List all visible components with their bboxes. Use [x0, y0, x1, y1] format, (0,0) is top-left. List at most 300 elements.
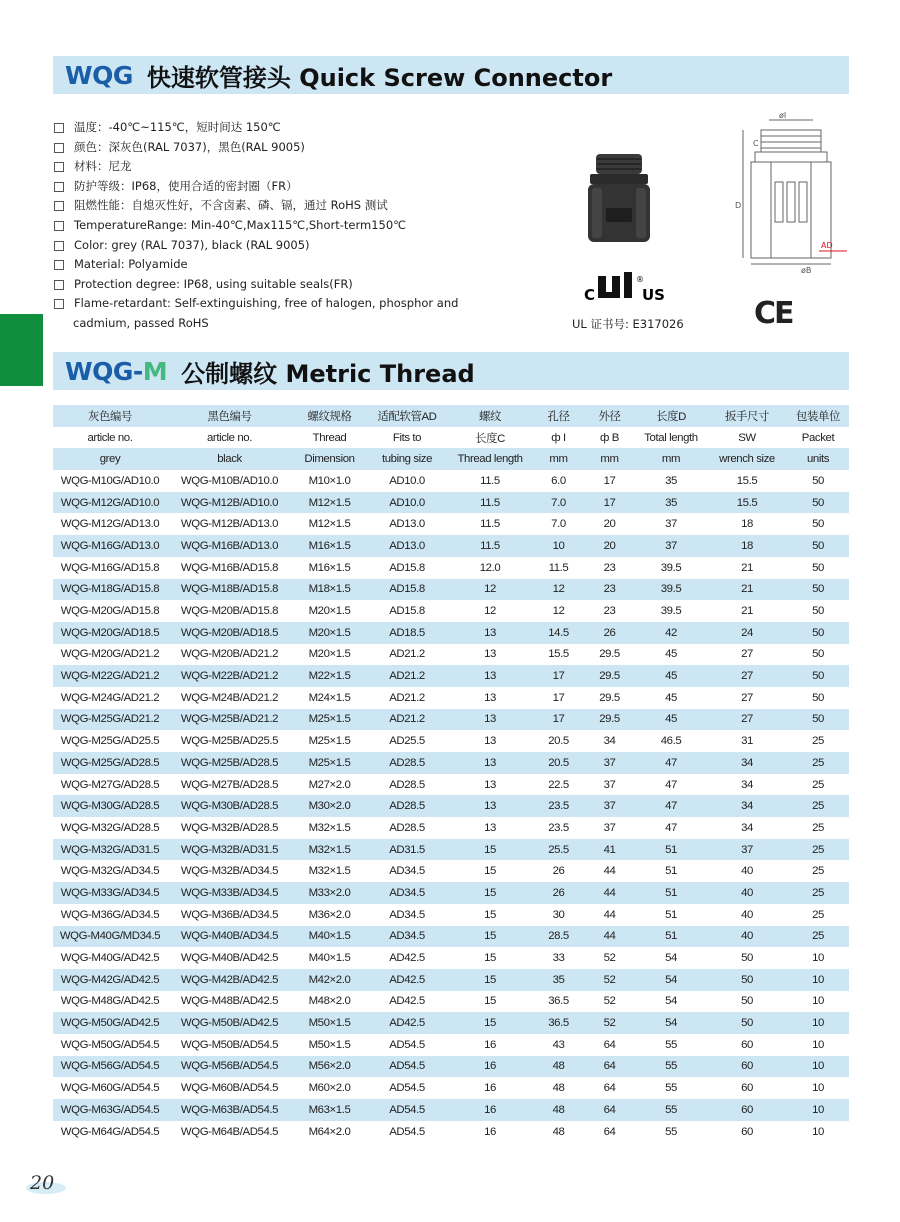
table-cell: WQG-M10B/AD10.0 — [180, 474, 279, 487]
table-cell: WQG-M50B/AD42.5 — [167, 1012, 292, 1034]
table-cell: WQG-M32G/AD31.5 — [53, 839, 167, 861]
table-cell: WQG-M25B/AD21.2 — [167, 709, 292, 731]
table-cell: 52 — [603, 952, 616, 965]
table-row — [53, 579, 849, 601]
table-row — [53, 860, 849, 882]
table-cell: 37 — [603, 778, 616, 791]
table-cell: 35 — [533, 969, 584, 991]
table-cell: 16 — [447, 1099, 533, 1121]
table-row — [53, 1012, 849, 1034]
table-cell: 23 — [584, 579, 635, 601]
table-cell: 50 — [741, 952, 753, 965]
table-cell: 39.5 — [660, 605, 682, 618]
table-cell: WQG-M20B/AD21.2 — [180, 648, 279, 661]
section-title: 公制螺纹 Metric Thread — [181, 359, 475, 388]
spec-item: 材料：尼龙 — [53, 157, 473, 177]
table-cell: M16×1.5 — [292, 535, 367, 557]
table-cell: 40 — [741, 865, 753, 878]
table-cell: WQG-M22B/AD21.2 — [167, 665, 292, 687]
header-cell: 黑色编号 — [167, 405, 292, 427]
table-cell: 11.5 — [447, 535, 533, 557]
table-cell: M63×1.5 — [292, 1099, 367, 1121]
table-cell: AD54.5 — [389, 1038, 425, 1051]
table-cell: 50 — [787, 709, 849, 731]
table-row — [53, 709, 849, 731]
table-cell: 26 — [533, 882, 584, 904]
table-cell: 25 — [787, 839, 849, 861]
table-row — [53, 752, 849, 774]
table-cell: 11.5 — [548, 561, 569, 574]
table-cell: M25×1.5 — [308, 735, 351, 748]
table-cell: WQG-M30G/AD28.5 — [53, 795, 167, 817]
table-cell: AD21.2 — [367, 709, 447, 731]
table-cell: WQG-M22G/AD21.2 — [53, 665, 167, 687]
table-cell: WQG-M24B/AD21.2 — [180, 691, 279, 704]
table-cell: 51 — [665, 908, 677, 921]
table-row — [53, 947, 849, 969]
table-cell: 22.5 — [548, 778, 569, 791]
spec-item: Flame-retardant: Self-extinguishing, free of halogen, phosphor and — [53, 294, 473, 314]
table-row — [53, 1121, 849, 1143]
table-cell: WQG-M50B/AD54.5 — [180, 1038, 279, 1051]
table-cell: 15 — [484, 865, 496, 878]
table-cell: 13 — [484, 778, 496, 791]
table-row — [53, 904, 849, 926]
table-cell: M60×2.0 — [308, 1082, 351, 1095]
table-cell: 15 — [447, 926, 533, 948]
header-cell: Fits to — [392, 431, 422, 444]
header-cell: units — [787, 448, 849, 470]
bullet-box-icon — [54, 182, 64, 192]
table-cell: 29.5 — [584, 665, 635, 687]
table-cell: AD10.0 — [389, 474, 425, 487]
header-cell: grey — [53, 448, 167, 470]
table-row — [53, 774, 849, 796]
table-cell: 50 — [741, 995, 753, 1008]
table-cell: AD31.5 — [367, 839, 447, 861]
table-cell: 44 — [603, 908, 616, 921]
table-cell: 50 — [787, 535, 849, 557]
table-cell: 10 — [787, 1056, 849, 1078]
table-row — [53, 969, 849, 991]
header-cell: article no. — [207, 431, 252, 444]
header-cell: mm — [584, 448, 635, 470]
table-cell: 15.5 — [548, 648, 569, 661]
header-cell: mm — [635, 448, 707, 470]
table-cell: AD42.5 — [389, 995, 425, 1008]
table-cell: WQG-M56G/AD54.5 — [53, 1056, 167, 1078]
spec-item: Color: grey (RAL 7037), black (RAL 9005) — [53, 236, 473, 256]
header-cell: 包装单位 — [787, 405, 849, 427]
header-cell: 适配软管AD — [367, 405, 447, 427]
table-cell: M27×2.0 — [308, 778, 351, 791]
table-cell: 44 — [584, 926, 635, 948]
table-cell: 15 — [484, 995, 496, 1008]
page-number: 20 — [30, 1172, 55, 1194]
table-cell: 51 — [665, 865, 677, 878]
table-cell: 25 — [812, 908, 824, 921]
table-row — [53, 492, 849, 514]
table-cell: M10×1.0 — [308, 474, 351, 487]
table-cell: WQG-M32B/AD28.5 — [180, 821, 279, 834]
table-cell: 42 — [635, 622, 707, 644]
table-row — [53, 926, 849, 948]
table-cell: M20×1.5 — [308, 648, 351, 661]
table-cell: 48 — [552, 1082, 565, 1095]
table-cell: 17 — [552, 691, 565, 704]
table-cell: 15 — [484, 952, 496, 965]
table-cell: 54 — [665, 995, 677, 1008]
table-cell: 16 — [447, 1056, 533, 1078]
header-cell: 孔径 — [533, 405, 584, 427]
header-cell: Dimension — [292, 448, 367, 470]
table-cell: WQG-M25G/AD25.5 — [60, 735, 160, 748]
table-cell: 29.5 — [599, 691, 620, 704]
table-cell: 20.5 — [533, 752, 584, 774]
table-cell: 47 — [665, 821, 677, 834]
bullet-box-icon — [54, 241, 64, 251]
table-cell: AD28.5 — [389, 778, 425, 791]
bullet-box-icon — [54, 221, 64, 231]
table-cell: 10 — [787, 1099, 849, 1121]
table-cell: 55 — [665, 1082, 677, 1095]
table-cell: AD34.5 — [367, 882, 447, 904]
table-cell: M64×2.0 — [308, 1125, 351, 1138]
ul-registered-mark: ® — [636, 275, 644, 284]
table-cell: 34 — [741, 821, 753, 834]
table-cell: WQG-M63G/AD54.5 — [53, 1099, 167, 1121]
table-cell: 10 — [812, 995, 824, 1008]
table-cell: M22×1.5 — [292, 665, 367, 687]
table-cell: 50 — [787, 622, 849, 644]
table-cell: 34 — [707, 752, 787, 774]
header-cell: 长度D — [635, 405, 707, 427]
table-cell: 11.5 — [480, 474, 500, 487]
table-cell: 11.5 — [480, 518, 500, 531]
ce-mark: CE — [754, 296, 793, 331]
ul-certification-mark — [582, 270, 672, 308]
table-cell: M48×2.0 — [308, 995, 351, 1008]
table-cell: 18 — [741, 518, 753, 531]
table-cell: 34 — [603, 735, 616, 748]
table-cell: 25 — [787, 926, 849, 948]
table-cell: 50 — [787, 579, 849, 601]
bullet-box-icon — [54, 299, 64, 309]
table-cell: 10 — [812, 1038, 824, 1051]
table-row — [53, 535, 849, 557]
table-cell: 51 — [635, 882, 707, 904]
table-cell: 13 — [447, 665, 533, 687]
table-cell: 39.5 — [660, 561, 682, 574]
table-cell: AD21.2 — [367, 665, 447, 687]
table-cell: 50 — [707, 969, 787, 991]
diagram-label-d: D — [735, 201, 742, 210]
table-row — [53, 795, 849, 817]
table-row — [53, 882, 849, 904]
table-row — [53, 839, 849, 861]
table-cell: 64 — [603, 1082, 616, 1095]
table-cell: 12.0 — [479, 561, 501, 574]
header-cell: 螺纹规格 — [292, 405, 367, 427]
table-cell: AD13.0 — [367, 535, 447, 557]
table-cell: WQG-M18G/AD15.8 — [53, 579, 167, 601]
table-cell: 27 — [741, 648, 753, 661]
diagram-label-c: C — [753, 139, 759, 148]
table-cell: M42×2.0 — [292, 969, 367, 991]
table-cell: 25 — [787, 882, 849, 904]
table-cell: 47 — [635, 795, 707, 817]
spec-item: Material: Polyamide — [53, 255, 473, 275]
table-row — [53, 622, 849, 644]
technical-drawing — [733, 112, 851, 274]
table-row — [53, 470, 849, 492]
table-cell: 11.5 — [447, 492, 533, 514]
bullet-box-icon — [54, 201, 64, 211]
table-cell: 17 — [533, 665, 584, 687]
table-cell: 33 — [552, 952, 565, 965]
header-cell: 长度C — [475, 432, 505, 445]
table-cell: 52 — [584, 969, 635, 991]
table-cell: WQG-M25B/AD28.5 — [167, 752, 292, 774]
table-cell: 20 — [603, 518, 616, 531]
table-cell: 54 — [665, 952, 677, 965]
side-accent-bar — [0, 314, 43, 386]
section-title: 快速软管接头 Quick Screw Connector — [146, 63, 613, 92]
spec-list — [53, 118, 473, 334]
table-cell: 64 — [603, 1038, 616, 1051]
table-cell: M36×2.0 — [308, 908, 351, 921]
table-cell: M32×1.5 — [308, 821, 351, 834]
table-cell: AD54.5 — [389, 1082, 425, 1095]
table-cell: 17 — [533, 709, 584, 731]
product-code: WQG-M — [65, 356, 168, 386]
header-cell: tubing size — [367, 448, 447, 470]
table-cell: AD13.0 — [389, 518, 425, 531]
table-cell: 50 — [812, 605, 824, 618]
table-cell: 64 — [584, 1056, 635, 1078]
table-cell: AD18.5 — [367, 622, 447, 644]
table-cell: WQG-M16B/AD13.0 — [167, 535, 292, 557]
table-cell: WQG-M27B/AD28.5 — [180, 778, 279, 791]
connector-product-photo — [584, 150, 654, 246]
table-cell: 21 — [741, 605, 753, 618]
table-cell: M20×1.5 — [308, 605, 351, 618]
table-cell: WQG-M20G/AD21.2 — [60, 648, 160, 661]
table-row — [53, 991, 849, 1013]
bullet-box-icon — [54, 162, 64, 172]
table-cell: 10 — [812, 1082, 824, 1095]
table-cell: WQG-M32G/AD28.5 — [60, 821, 160, 834]
table-cell: WQG-M10G/AD10.0 — [60, 474, 160, 487]
header-cell: black — [167, 448, 292, 470]
table-cell: 50 — [812, 561, 824, 574]
table-cell: M12×1.5 — [292, 492, 367, 514]
spec-item: Protection degree: IP68, using suitable seals(FR) — [53, 275, 473, 295]
table-cell: 15 — [484, 908, 496, 921]
header-cell: SW — [738, 431, 756, 444]
table-cell: WQG-M20B/AD15.8 — [180, 605, 279, 618]
table-cell: AD42.5 — [367, 969, 447, 991]
table-cell: WQG-M27G/AD28.5 — [60, 778, 160, 791]
table-cell: AD21.2 — [389, 648, 425, 661]
table-cell: M32×1.5 — [292, 839, 367, 861]
table-cell: 44 — [603, 865, 616, 878]
table-cell: WQG-M18B/AD15.8 — [167, 579, 292, 601]
header-cell: Total length — [644, 431, 698, 444]
table-cell: 15.5 — [707, 492, 787, 514]
table-cell: 27 — [707, 665, 787, 687]
table-cell: 13 — [447, 752, 533, 774]
spec-item: 颜色：深灰色(RAL 7037)，黑色(RAL 9005) — [53, 138, 473, 158]
table-cell: 37 — [635, 535, 707, 557]
section-header-quick-screw — [53, 56, 849, 94]
table-cell: M32×1.5 — [308, 865, 351, 878]
table-cell: 15 — [447, 839, 533, 861]
spec-item: 阻燃性能：自熄灭性好，不含卤素、磷、镉，通过 RoHS 测试 — [53, 196, 473, 216]
table-cell: M56×2.0 — [292, 1056, 367, 1078]
table-cell: WQG-M25B/AD25.5 — [180, 735, 279, 748]
table-cell: AD15.8 — [367, 579, 447, 601]
table-cell: WQG-M36G/AD34.5 — [60, 908, 160, 921]
diagram-label-b: øB — [801, 266, 812, 274]
table-cell: 20.5 — [548, 735, 569, 748]
table-cell: 37 — [707, 839, 787, 861]
table-cell: M50×1.5 — [308, 1038, 351, 1051]
table-cell: 12 — [552, 605, 565, 618]
table-row — [53, 644, 849, 666]
table-cell: 45 — [665, 648, 677, 661]
table-cell: 40 — [741, 908, 753, 921]
table-cell: 47 — [635, 752, 707, 774]
table-cell: 30 — [552, 908, 565, 921]
table-cell: WQG-M60G/AD54.5 — [60, 1082, 160, 1095]
table-cell: 41 — [584, 839, 635, 861]
table-cell: WQG-M30B/AD28.5 — [167, 795, 292, 817]
table-cell: 37 — [665, 518, 677, 531]
table-row — [53, 1077, 849, 1099]
table-cell: WQG-M16B/AD15.8 — [180, 561, 279, 574]
table-cell: 44 — [584, 882, 635, 904]
table-cell: 45 — [665, 691, 677, 704]
table-cell: M20×1.5 — [292, 622, 367, 644]
table-cell: 40 — [707, 882, 787, 904]
table-cell: 25.5 — [533, 839, 584, 861]
table-cell: WQG-M32B/AD31.5 — [167, 839, 292, 861]
diagram-label-i: øI — [779, 112, 787, 120]
table-cell: WQG-M20G/AD15.8 — [60, 605, 160, 618]
table-cell: WQG-M12G/AD10.0 — [53, 492, 167, 514]
table-cell: WQG-M33G/AD34.5 — [53, 882, 167, 904]
table-cell: 34 — [707, 795, 787, 817]
table-cell: 24 — [707, 622, 787, 644]
table-cell: 12 — [447, 579, 533, 601]
header-cell: 灰色编号 — [53, 405, 167, 427]
table-row — [53, 687, 849, 709]
table-cell: WQG-M42B/AD42.5 — [167, 969, 292, 991]
table-header-row — [53, 405, 849, 427]
table-cell: 13 — [447, 622, 533, 644]
header-cell: 螺纹 — [447, 405, 533, 427]
table-cell: 12 — [533, 579, 584, 601]
table-cell: 51 — [635, 926, 707, 948]
table-cell: 20 — [584, 535, 635, 557]
table-cell: 23.5 — [533, 795, 584, 817]
table-row — [53, 557, 849, 579]
table-cell: AD15.8 — [389, 605, 425, 618]
table-cell: 60 — [707, 1099, 787, 1121]
table-row — [53, 1034, 849, 1056]
table-cell: 60 — [741, 1038, 753, 1051]
table-cell: 37 — [584, 752, 635, 774]
table-cell: AD54.5 — [367, 1056, 447, 1078]
table-cell: AD42.5 — [389, 952, 425, 965]
product-code: WQG — [65, 60, 133, 90]
table-cell: M24×1.5 — [308, 691, 351, 704]
table-cell: 64 — [584, 1099, 635, 1121]
table-cell: WQG-M32B/AD34.5 — [180, 865, 279, 878]
table-cell: WQG-M63B/AD54.5 — [167, 1099, 292, 1121]
table-cell: WQG-M12B/AD13.0 — [180, 518, 279, 531]
table-cell: 10 — [533, 535, 584, 557]
table-cell: WQG-M64G/AD54.5 — [60, 1125, 160, 1138]
spec-item-continuation: cadmium, passed RoHS — [73, 315, 209, 330]
table-cell: 14.5 — [533, 622, 584, 644]
ul-c-label: C — [584, 286, 596, 304]
table-cell: 39.5 — [635, 579, 707, 601]
spec-item: TemperatureRange: Min-40℃,Max115℃,Short-term150℃ — [53, 216, 473, 236]
table-row — [53, 730, 849, 752]
table-cell: 10 — [787, 969, 849, 991]
table-cell: WQG-M33B/AD34.5 — [167, 882, 292, 904]
ul-us-label: US — [642, 286, 665, 304]
table-cell: WQG-M25G/AD21.2 — [53, 709, 167, 731]
bullet-box-icon — [54, 280, 64, 290]
table-cell: 35 — [635, 492, 707, 514]
table-cell: AD54.5 — [367, 1099, 447, 1121]
table-cell: 16 — [484, 1082, 496, 1095]
table-cell: 7.0 — [533, 492, 584, 514]
table-cell: 13 — [484, 648, 496, 661]
header-cell: Packet — [801, 431, 835, 444]
table-cell: 21 — [741, 561, 753, 574]
table-cell: 37 — [603, 821, 616, 834]
table-cell: WQG-M40G/AD42.5 — [60, 952, 160, 965]
header-cell: 扳手尺寸 — [707, 405, 787, 427]
table-cell: 13 — [447, 795, 533, 817]
table-cell: 15 — [447, 969, 533, 991]
table-cell: AD28.5 — [389, 821, 425, 834]
table-cell: M30×2.0 — [292, 795, 367, 817]
table-cell: WQG-M40B/AD34.5 — [167, 926, 292, 948]
metric-thread-table — [53, 405, 849, 1142]
table-cell: 54 — [635, 1012, 707, 1034]
header-cell: ф B — [600, 431, 619, 444]
table-cell: 27 — [707, 709, 787, 731]
table-cell: 23 — [603, 605, 616, 618]
table-cell: 50 — [787, 492, 849, 514]
table-cell: 25 — [812, 865, 824, 878]
table-cell: 25 — [812, 735, 824, 748]
header-cell: ф I — [551, 431, 566, 444]
spec-item: 温度：-40℃~115℃，短时间达 150℃ — [53, 118, 473, 138]
table-cell: 48 — [533, 1099, 584, 1121]
header-cell: 外径 — [584, 405, 635, 427]
table-cell: 50 — [812, 518, 824, 531]
table-cell: M40×1.5 — [292, 926, 367, 948]
header-cell: mm — [533, 448, 584, 470]
table-cell: WQG-M12G/AD13.0 — [60, 518, 160, 531]
table-cell: 55 — [635, 1099, 707, 1121]
